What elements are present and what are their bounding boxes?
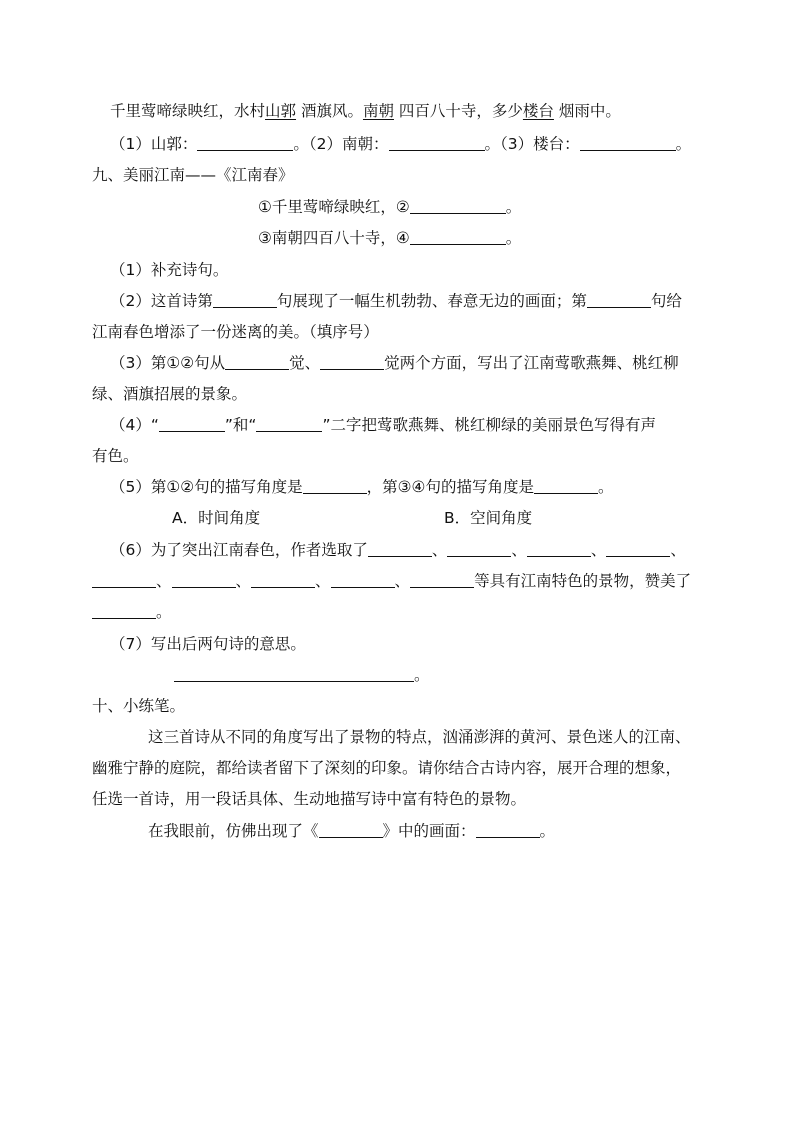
question-7: （7）写出后两句诗的意思。 [110,635,306,653]
section-9-title: 九、美丽江南——《江南春》 [92,166,294,184]
question-4-line-2: 有色。 [92,447,139,465]
answer-blank[interactable] [410,198,506,214]
answer-blank[interactable] [174,666,414,682]
answer-blank[interactable] [319,822,383,838]
word-loutai: 楼台 [522,102,554,120]
answer-blank[interactable] [389,135,485,151]
practice-paragraph-2: 幽雅宁静的庭院，都给读者留下了深刻的印象。请你结合古诗内容，展开合理的想象， [92,759,682,777]
question-3-line-2: 绿、酒旗招展的景象。 [92,385,248,403]
answer-blank[interactable] [527,541,591,557]
answer-blank[interactable] [172,572,236,588]
answer-blank[interactable] [92,603,156,619]
question-3-line-1: （3）第①②句从 觉、 觉两个方面，写出了江南莺歌燕舞、桃红柳 [110,354,679,372]
answer-blank[interactable] [92,572,156,588]
word-nanchao: 南朝 [362,102,394,120]
answer-blank[interactable] [159,416,225,432]
answer-blank[interactable] [587,292,651,308]
question-2-line-2: 江南春色增添了一份迷离的美。（填序号） [92,323,379,341]
question-2-line-1: （2）这首诗第 句展现了一幅生机勃勃、春意无边的画面；第 句给 [110,292,682,310]
practice-prompt: 在我眼前，仿佛出现了《 》中的画面： 。 [148,822,556,840]
answer-blank[interactable] [197,135,293,151]
explain-question: （1）山郭： 。（2）南朝： 。（3）楼台： 。 [110,135,692,153]
answer-blank[interactable] [606,541,670,557]
practice-paragraph-3: 任选一首诗，用一段话具体、生动地描写诗中富有特色的景物。 [92,790,527,808]
answer-blank[interactable] [447,541,511,557]
poem-text: 烟雨中。 [553,102,621,120]
option-b[interactable]: B．空间角度 [444,509,533,527]
verse-line-2: ③南朝四百八十寺，④ 。 [258,229,522,247]
question-7-answer: 。 [174,665,430,685]
answer-blank[interactable] [251,572,315,588]
question-6-line-1: （6）为了突出江南春色，作者选取了 、 、 、 、 [110,541,686,559]
poem-text: 酒旗风。 [296,102,363,120]
poem-text: 千里莺啼绿映红，水村 [110,102,266,120]
answer-blank[interactable] [225,354,289,370]
answer-blank[interactable] [410,229,506,245]
answer-blank[interactable] [331,572,395,588]
question-5: （5）第①②句的描写角度是 ，第③④句的描写角度是 。 [110,478,614,496]
section-10-title: 十、小练笔。 [92,697,186,715]
question-4-line-1: （4）“ ”和“ ”二字把莺歌燕舞、桃红柳绿的美丽景色写得有声 [110,416,657,434]
practice-paragraph-1: 这三首诗从不同的角度写出了景物的特点，汹涌澎湃的黄河、景色迷人的江南、 [148,728,691,746]
answer-blank[interactable] [476,822,540,838]
option-a[interactable]: A．时间角度 [172,509,261,527]
verse-line-1: ①千里莺啼绿映红，② 。 [258,198,522,216]
answer-blank[interactable] [213,292,277,308]
answer-blank[interactable] [320,354,384,370]
poem-line [110,101,621,121]
answer-blank[interactable] [256,416,322,432]
answer-blank[interactable] [410,572,474,588]
word-shanguo: 山郭 [265,102,297,120]
poem-text: 四百八十寺，多少 [393,102,523,120]
answer-blank[interactable] [534,478,598,494]
question-6-line-3: 。 [92,602,172,622]
question-6-line-2: 、 、 、 、 等具有江南特色的景物，赞美了 [92,571,691,591]
answer-blank[interactable] [303,478,367,494]
question-1: （1）补充诗句。 [110,261,229,279]
answer-blank[interactable] [580,135,676,151]
answer-blank[interactable] [368,541,432,557]
